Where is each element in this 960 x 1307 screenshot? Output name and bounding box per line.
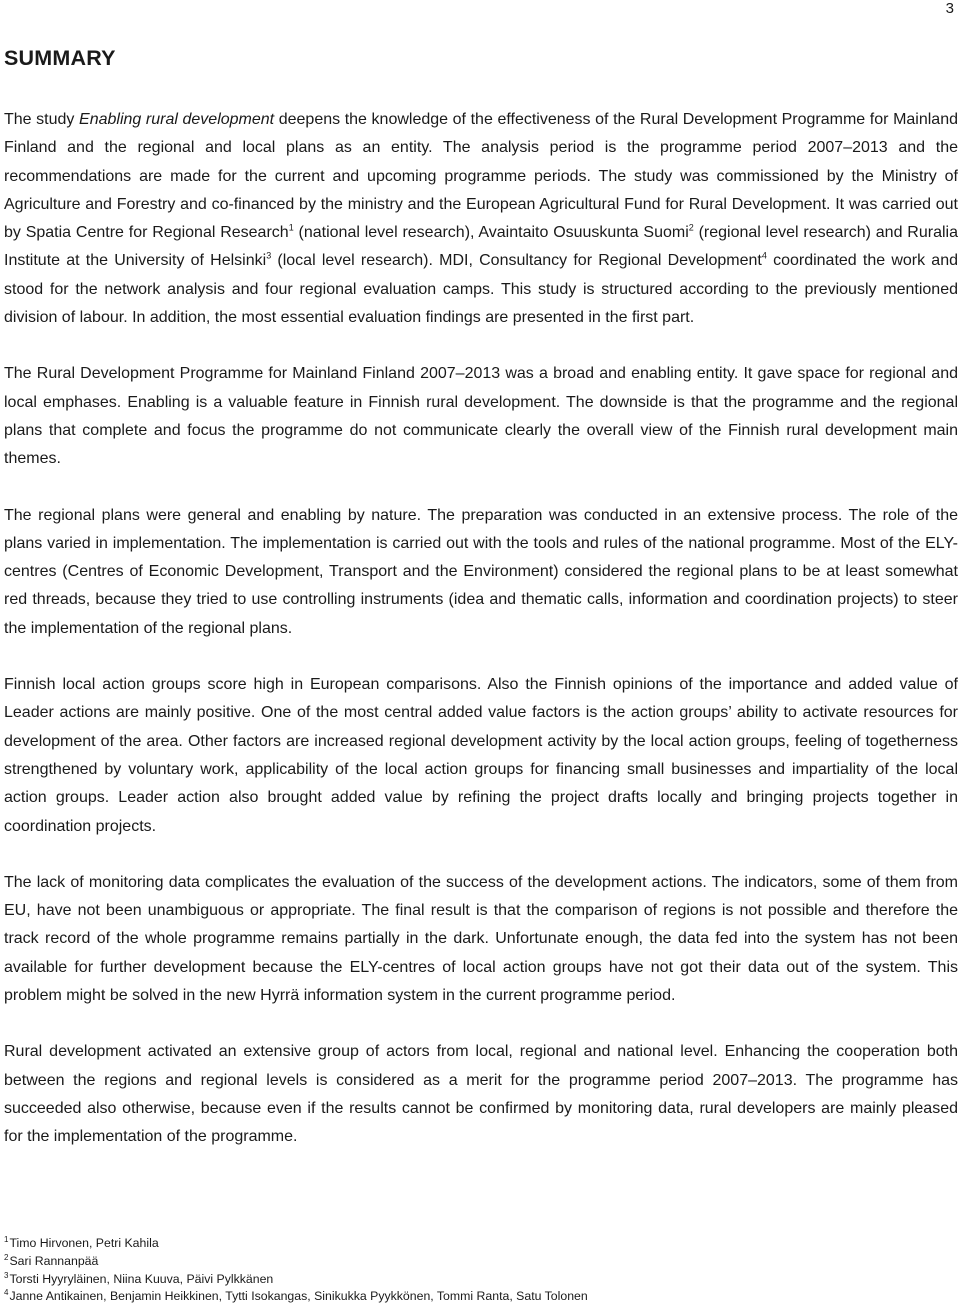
footnotes: [4, 1235, 944, 1306]
footnote-ref-3: 3: [266, 251, 272, 262]
footnote-number: 3: [4, 1270, 9, 1280]
footnote-number: 4: [4, 1288, 9, 1298]
study-title: Enabling rural development: [79, 111, 275, 128]
paragraph-intro: [4, 106, 958, 332]
paragraph-programme: The Rural Development Programme for Mainland Finland 2007–2013 was a broad and enabling entity. It gave space for regional and local emphases. Enabling is a valuable feature in Finnish rural development. The downside is that the programme and the regional plans that complete and focus the programme do not communicate clearly the overall view of the Finnish rural development main themes.: [4, 365, 958, 468]
footnote-number: 1: [4, 1234, 9, 1244]
footnote-text: Timo Hirvonen, Petri Kahila: [9, 1236, 159, 1250]
page-number: 3: [945, 0, 954, 17]
section-heading: SUMMARY: [4, 46, 116, 70]
paragraph-monitoring-data: The lack of monitoring data complicates the evaluation of the success of the development actions. The indicators, some of them from EU, have not been unambiguous or appropriate. The final result is that the comparison of regions is not possible and therefore the track record of the whole programme remains partially in the dark. Unfortunate enough, the data fed into the system has not been available for further development because the ELY-centres of local action groups have not got their data out of the system. This problem might be solved in the new Hyrrä information system in the current programme period.: [4, 873, 958, 1005]
paragraph-cooperation: Rural development activated an extensive group of actors from local, regional and national level. Enhancing the cooperation both between the regions and regional levels is considered as a merit for the programme period 2007–2013. The programme has succeeded also otherwise, because even if the results cannot be confirmed by monitoring data, rural developers are mainly pleased for the implementation of the programme.: [4, 1043, 958, 1146]
footnote: [4, 1235, 944, 1253]
text-run: deepens the knowledge of the effectiveness of the Rural Development Programme for Mainland Finland and the regional and local plans as an entity. The analysis period is the programme period 2007–2013 and the recommendations are made for the current and upcoming programme periods. The study was commissioned by the Ministry of Agriculture and Forestry and co-financed by the ministry and the European Agricultural Fund for Rural Development. It was carried out by Spatia Centre for Regional Research: [4, 111, 959, 242]
footnote-number: 2: [4, 1252, 9, 1262]
text-run: (local level research). MDI, Consultancy for Regional Development: [271, 252, 762, 270]
footnote-text: Sari Rannanpää: [9, 1253, 99, 1268]
footnote: [4, 1271, 944, 1289]
footnote: [4, 1288, 944, 1306]
footnote-text: Janne Antikainen, Benjamin Heikkinen, Tytti Isokangas, Sinikukka Pyykkönen, Tommi Ranta, Satu Tolonen: [9, 1289, 588, 1304]
summary-body: [4, 106, 958, 1180]
footnote-ref-2: 2: [688, 222, 694, 233]
footnote-text: Torsti Hyyryläinen, Niina Kuuva, Päivi Pylkkänen: [9, 1271, 274, 1286]
footnote-ref-4: 4: [761, 251, 767, 262]
text-run: The study: [4, 111, 80, 128]
paragraph-regional-plans: The regional plans were general and enabling by nature. The preparation was conducted in an extensive process. The role of the plans varied in implementation. The implementation is carried out with the tools and rules of the national programme. Most of the ELY-centres (Centres of Economic Development, Transport and the Environment) considered the regional plans to be at least somewhat red threads, because they tried to use controlling instruments (idea and thematic calls, information and coordination projects) to steer the implementation of the regional plans.: [4, 506, 958, 637]
text-run: (national level research), Avaintaito Osuuskunta Suomi: [293, 224, 689, 242]
text-run: coordinated the work and stood for the network analysis and four regional evaluation camps. This study is structured according to the previously mentioned division of labour. In addition, the most essential evaluation findings are presented in the first part.: [4, 252, 958, 327]
text-run: (regional level research) and Ruralia Institute at the University of Helsinki: [4, 224, 958, 270]
paragraph-local-action-groups: Finnish local action groups score high in European comparisons. Also the Finnish opinions of the importance and added value of Leader actions are mainly positive. One of the most central added value factors is the action groups’ ability to activate resources for development of the area. Other factors are increased regional development activity by the local action groups, feeling of togetherness strengthened by voluntary work, applicability of the local action groups for financing small businesses and impartiality of the local action groups. Leader action also brought added value by refining the project drafts locally and bringing projects together in coordination projects.: [4, 676, 958, 835]
footnote-ref-1: 1: [288, 222, 294, 233]
footnote: [4, 1253, 944, 1271]
